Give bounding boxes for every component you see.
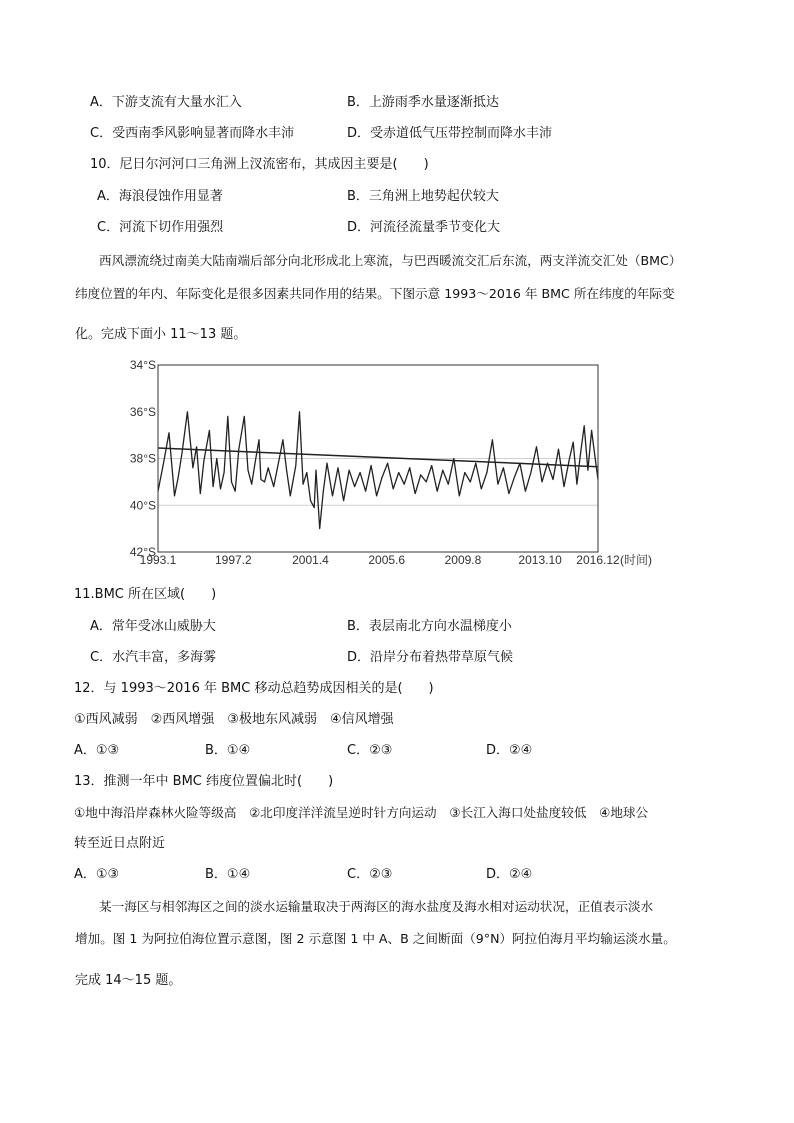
q12-option-c: C．②③ bbox=[347, 743, 393, 758]
passage1-line3: 化。完成下面小 11～13 题。 bbox=[75, 327, 247, 342]
q13-option-a: A．①③ bbox=[74, 867, 120, 882]
chart-y-tick-label: 34°S bbox=[129, 358, 156, 372]
q11-stem: 11.BMC 所在区域( ) bbox=[74, 587, 217, 602]
chart-x-tick-label: 1997.2 bbox=[214, 553, 252, 567]
q12-option-b: B．①④ bbox=[205, 743, 251, 758]
q13-option-c: C．②③ bbox=[347, 867, 393, 882]
chart-y-tick-label: 42°S bbox=[129, 545, 156, 559]
q9-option-d: D．受赤道低气压带控制而降水丰沛 bbox=[347, 126, 553, 141]
chart-x-tick-label: 2001.4 bbox=[292, 553, 329, 567]
q12-items: ①西风减弱 ②西风增强 ③极地东风减弱 ④信风增强 bbox=[74, 712, 394, 727]
q12-option-a: A．①③ bbox=[74, 743, 120, 758]
chart-x-tick-label: 1993.1 bbox=[139, 553, 177, 567]
chart-x-tick-label: 2009.8 bbox=[444, 553, 482, 567]
chart-y-tick-label: 36°S bbox=[129, 404, 156, 419]
q12-stem: 12．与 1993～2016 年 BMC 移动总趋势成因相关的是( ) bbox=[74, 681, 434, 696]
q10-option-d: D．河流径流量季节变化大 bbox=[347, 220, 501, 235]
chart-y-tick-label: 40°S bbox=[129, 498, 156, 513]
q13-items-line1: ①地中海沿岸森林火险等级高 ②北印度洋洋流呈逆时针方向运动 ③长江入海口处盐度较低 ④地球公 bbox=[74, 805, 649, 820]
chart-y-ticks bbox=[130, 358, 156, 559]
q11-option-c: C．水汽丰富，多海雾 bbox=[90, 650, 217, 665]
passage2-line3: 完成 14～15 题。 bbox=[75, 973, 182, 988]
q9-option-a: A．下游支流有大量水汇入 bbox=[90, 95, 242, 110]
passage1-line1: 西风漂流绕过南美大陆南端后部分向北形成北上寒流，与巴西暖流交汇后东流，两支洋流交汇处（BMC） bbox=[99, 253, 682, 268]
q13-items-line2: 转至近日点附近 bbox=[74, 836, 166, 851]
q11-option-b: B．表层南北方向水温梯度小 bbox=[347, 619, 512, 634]
chart-x-axis-label: (时间) bbox=[620, 553, 652, 567]
q13-option-b: B．①④ bbox=[205, 867, 251, 882]
chart-x-tick-label: 2013.10 bbox=[518, 553, 562, 567]
q13-stem: 13．推测一年中 BMC 纬度位置偏北时( ) bbox=[74, 774, 334, 789]
q12-option-d: D．②④ bbox=[486, 743, 533, 758]
q9-option-b: B．上游雨季水量逐渐抵达 bbox=[347, 95, 499, 110]
chart-y-tick-label: 38°S bbox=[129, 451, 156, 466]
chart-x-tick-label: 2016.12 bbox=[576, 553, 620, 567]
bmc-latitude-chart bbox=[129, 357, 682, 569]
q9-option-c: C．受西南季风影响显著而降水丰沛 bbox=[90, 126, 295, 141]
passage1-line2: 纬度位置的年内、年际变化是很多因素共同作用的结果。下图示意 1993～2016 年 BMC 所在纬度的年际变 bbox=[75, 286, 675, 301]
chart-trend-line bbox=[158, 448, 598, 467]
q10-option-a: A．海浪侵蚀作用显著 bbox=[97, 189, 223, 204]
chart-x-tick-label: 2005.6 bbox=[368, 553, 406, 567]
q11-option-a: A．常年受冰山威胁大 bbox=[90, 619, 216, 634]
q10-stem: 10．尼日尔河河口三角洲上汊流密布，其成因主要是( ) bbox=[90, 157, 429, 172]
q11-option-d: D．沿岸分布着热带草原气候 bbox=[347, 650, 514, 665]
passage2-line1: 某一海区与相邻海区之间的淡水运输量取决于两海区的海水盐度及海水相对运动状况，正值表示淡水 bbox=[99, 899, 654, 914]
passage2-line2: 增加。图 1 为阿拉伯海位置示意图，图 2 示意图 1 中 A、B 之间断面（9°N）阿拉伯海月平均输运淡水量。 bbox=[75, 931, 676, 946]
chart-series-bmc-latitude bbox=[158, 412, 598, 529]
chart-x-ticks bbox=[140, 553, 620, 567]
q13-option-d: D．②④ bbox=[486, 867, 533, 882]
q10-option-b: B．三角洲上地势起伏较大 bbox=[347, 189, 499, 204]
chart-lines bbox=[158, 412, 598, 529]
q10-option-c: C．河流下切作用强烈 bbox=[97, 220, 224, 235]
